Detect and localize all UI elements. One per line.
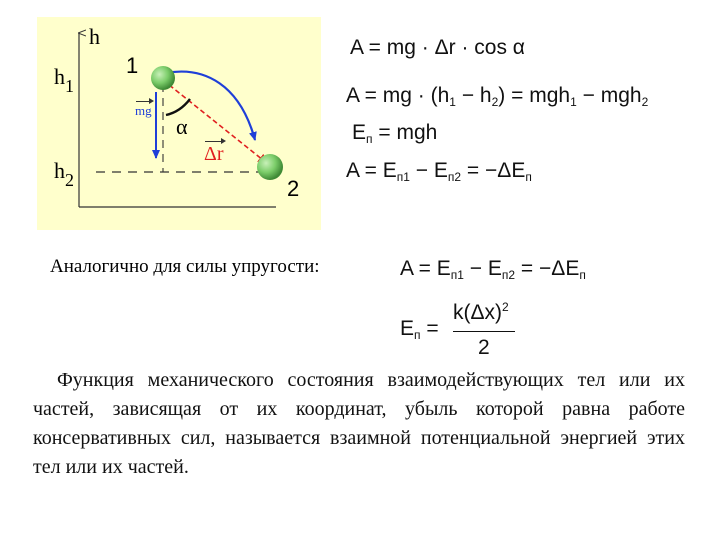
h2-label: [54, 158, 74, 190]
ball-position-1: [151, 66, 175, 90]
formula-part: = −ΔE: [461, 159, 526, 182]
elastic-intro-text: Аналогично для силы упругости:: [50, 256, 320, 277]
h2-letter: h: [54, 158, 65, 183]
formula-work-energy: [346, 160, 532, 183]
formula-sub: п1: [396, 170, 410, 184]
displacement-label: [204, 144, 224, 164]
formula-sub: 1: [570, 95, 577, 109]
formula-part: E: [400, 317, 415, 340]
formula-part: − h: [455, 84, 492, 107]
formula-sup: 2: [502, 300, 509, 314]
formula-part: = mgh: [372, 121, 438, 144]
formula-part: A = mg · (h: [346, 84, 450, 107]
formula-part: A = E: [346, 159, 397, 182]
formula-part: ) = mgh: [498, 84, 571, 107]
formula-sub: п: [525, 170, 532, 184]
formula-sub: п2: [447, 170, 462, 184]
formula-sub: п: [579, 268, 586, 282]
formula-sub: 2: [641, 95, 649, 109]
formula-sub: 2: [491, 95, 499, 109]
formula-potential-energy: [352, 122, 437, 145]
ball-position-2: [257, 154, 283, 180]
force-mg-label: [135, 104, 152, 117]
formula-sub: п1: [450, 268, 464, 282]
formula-part: E: [352, 121, 367, 144]
angle-arc: [166, 99, 190, 115]
formula-sub: п: [366, 132, 373, 146]
h2-index: 2: [65, 170, 74, 190]
formula-part: − E: [409, 159, 448, 182]
definition-paragraph: Функция механического состояния взаимодействующих тел или их частей, зависящая от их координат, убыль которой равна работе консервативных сил, называется взаимной потенциальной энергией этих тел или их частей.: [33, 369, 685, 478]
formula-elastic-numerator: [453, 301, 509, 323]
h1-index: 1: [65, 76, 74, 96]
formula-part: = −ΔE: [515, 257, 580, 280]
formula-part: =: [420, 317, 439, 340]
formula-sub: п2: [501, 268, 516, 282]
formula-part: − mgh: [576, 84, 642, 107]
displacement-text: Δr: [204, 143, 224, 165]
formula-elastic-energy-lhs: [400, 318, 439, 341]
formula-part: k(Δx): [453, 301, 503, 324]
h1-label: [54, 64, 74, 96]
force-mg-text: mg: [135, 103, 152, 118]
h1-letter: h: [54, 64, 65, 89]
point-1-label: 1: [126, 53, 139, 78]
formula-elastic-denominator: 2: [478, 336, 490, 359]
point-2-label: 2: [287, 176, 300, 201]
formula-sub: 1: [449, 95, 456, 109]
formula-sub: п: [414, 328, 421, 342]
formula-work-general: A = mg · Δr · cos α: [350, 36, 525, 59]
formula-elastic-work: [400, 258, 586, 281]
angle-alpha-label: α: [176, 114, 188, 139]
formula-part: − E: [463, 257, 502, 280]
fraction-bar: [453, 331, 515, 332]
formula-work-heights: [346, 85, 648, 108]
axis-h-label: h: [89, 24, 100, 49]
formula-part: A = E: [400, 257, 451, 280]
